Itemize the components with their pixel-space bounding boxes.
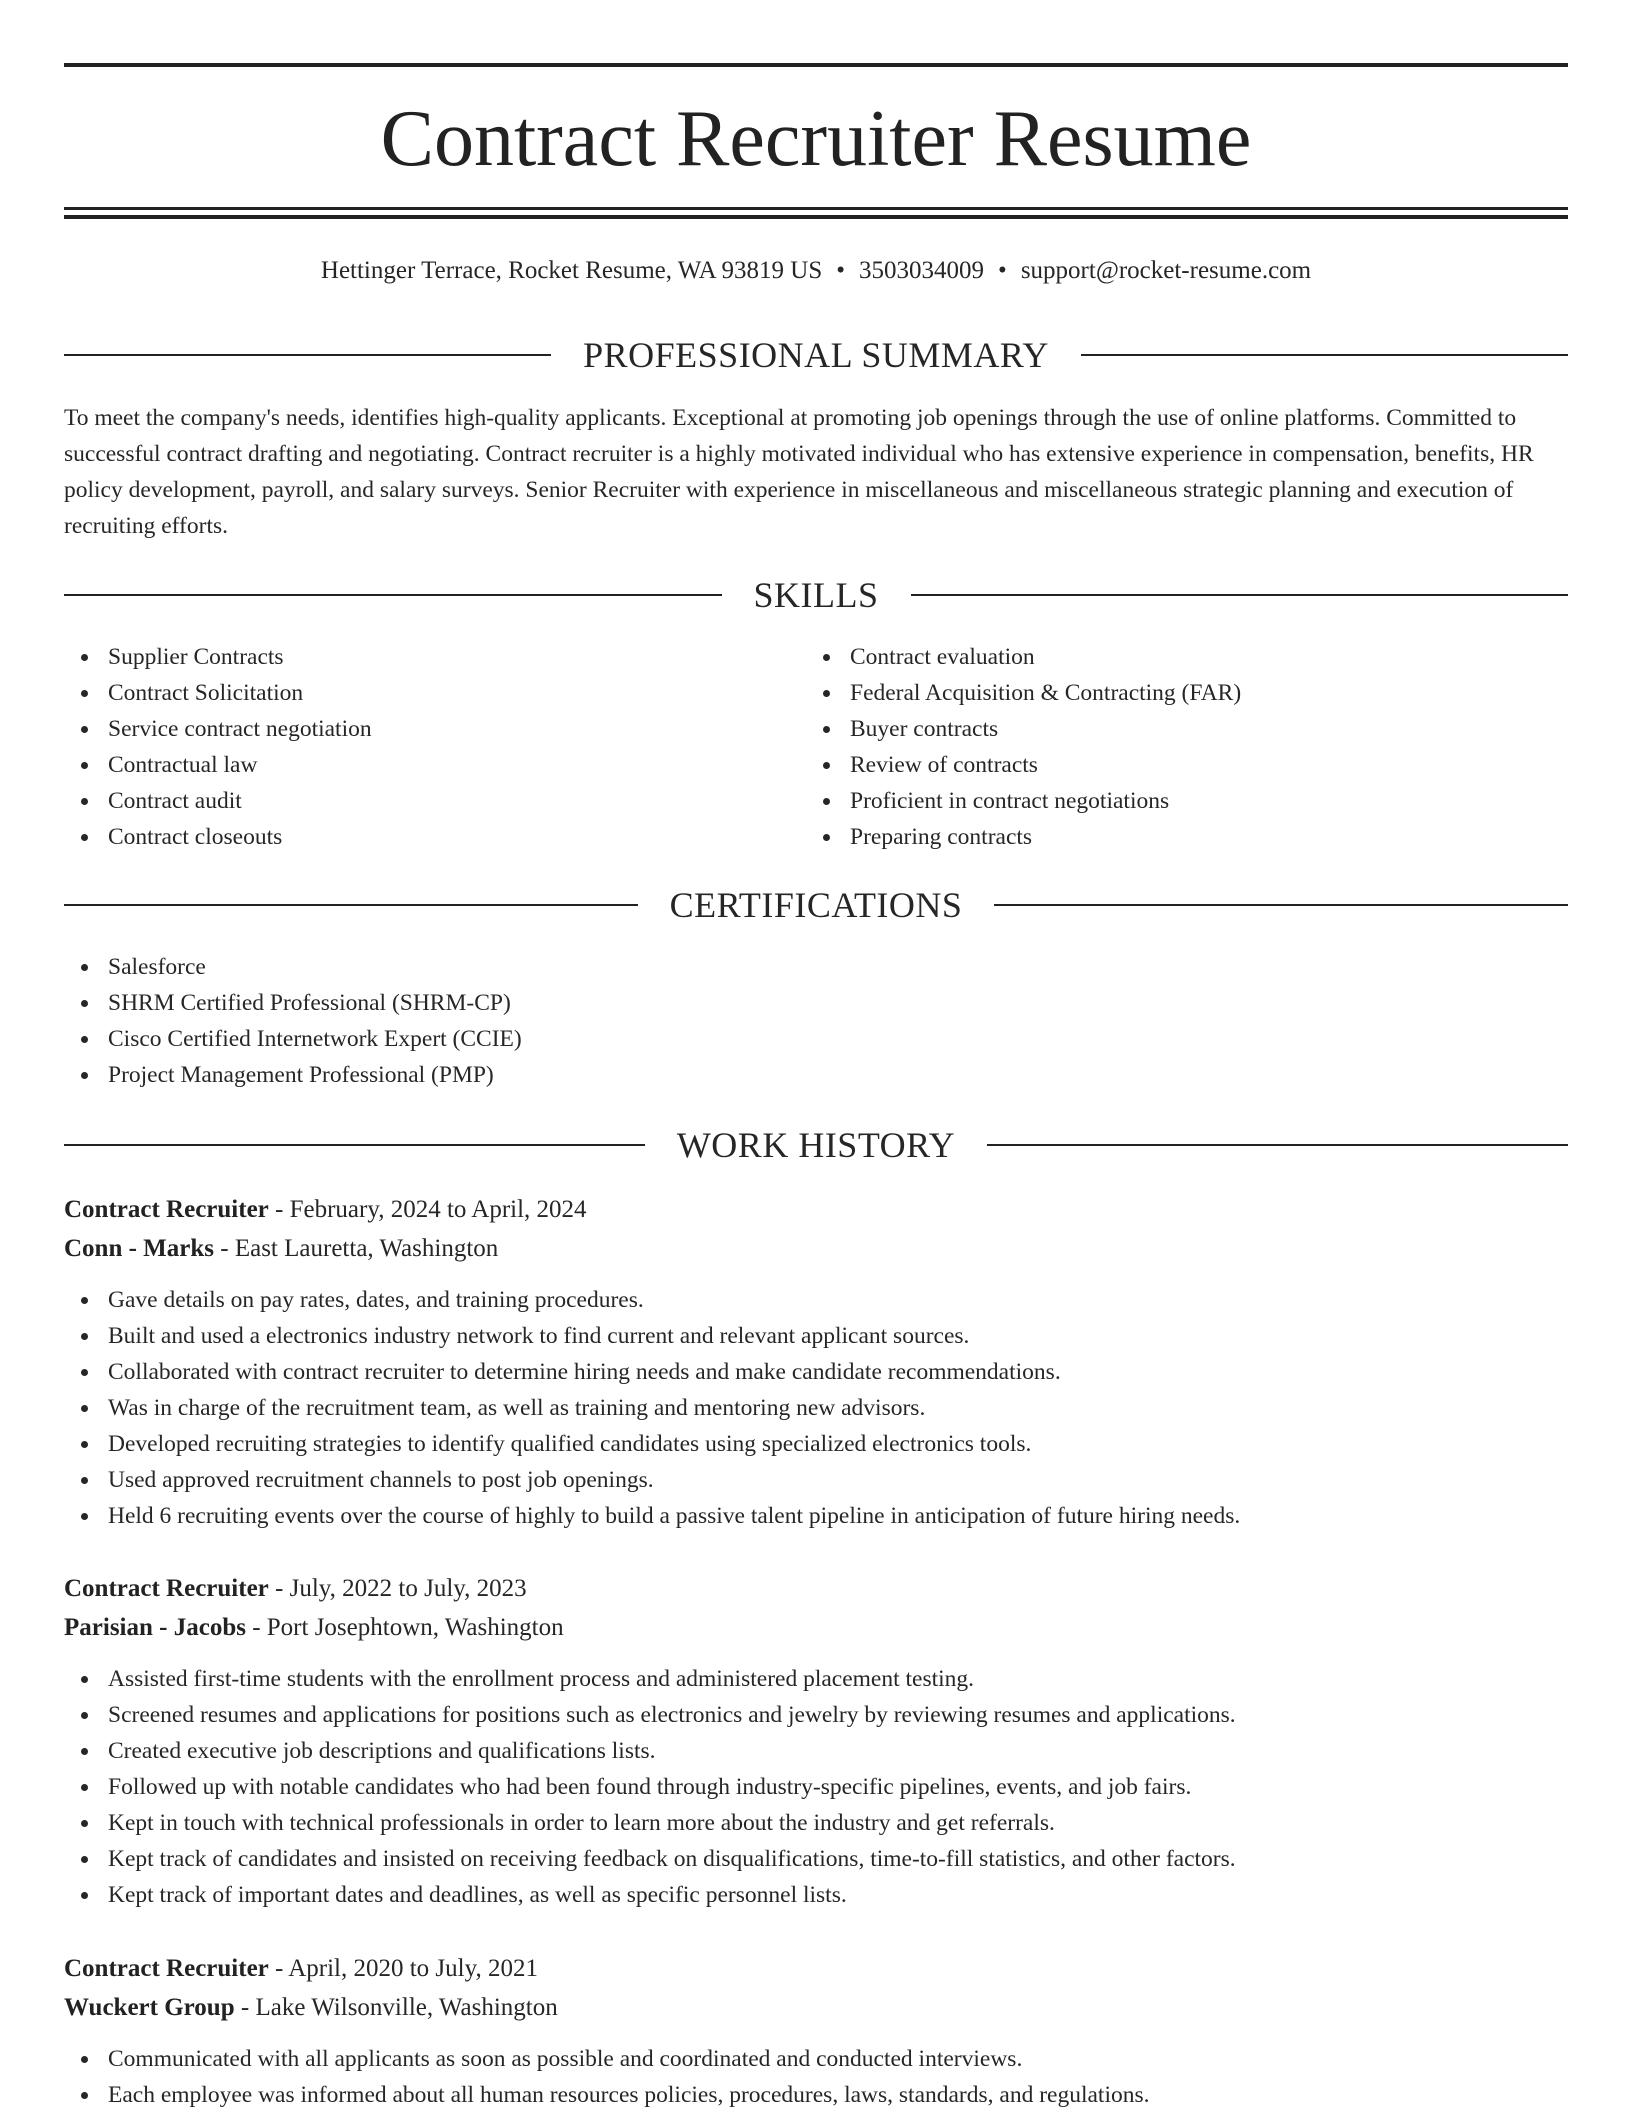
skill-item: Contract closeouts [64,819,804,855]
job-duty: Was in charge of the recruitment team, as well as training and mentoring new advisors. [64,1390,1568,1426]
contact-phone: 3503034009 [859,257,985,284]
skill-item: Proficient in contract negotiations [806,783,1566,819]
certification-item: Cisco Certified Internetwork Expert (CCIE) [64,1021,1568,1057]
header-double-rule-lower [64,215,1568,219]
job-duty: Kept track of important dates and deadlines, as well as specific personnel lists. [64,1877,1568,1913]
job-entry [64,1949,1568,2113]
contact-separator: • [836,257,846,284]
job-duty: Created executive job descriptions and qualifications lists. [64,1733,1568,1769]
job-company: Conn - Marks [64,1235,215,1262]
job-company-line [64,1608,1568,1647]
section-title: WORK HISTORY [676,1125,956,1165]
job-title: Contract Recruiter [64,1575,269,1602]
job-duty: Communicated with all applicants as soon as possible and coordinated and conducted interviews. [64,2041,1568,2077]
heading-rule [987,1144,1568,1146]
skill-item: Buyer contracts [806,711,1566,747]
skill-item: Supplier Contracts [64,639,804,675]
certification-item: Salesforce [64,949,1568,985]
certifications-list [64,949,1568,1093]
job-dates: - April, 2020 to July, 2021 [268,1955,538,1982]
job-company: Wuckert Group [64,1994,235,2021]
job-company-line [64,1229,1568,1268]
job-duties-list [64,2041,1568,2113]
job-entry [64,1190,1568,1534]
section-heading-work-history [64,1122,1568,1168]
job-duty: Built and used a electronics industry network to find current and relevant applicant sources. [64,1318,1568,1354]
resume-title: Contract Recruiter Resume [380,95,1252,183]
job-location: - Port Josephtown, Washington [245,1614,564,1641]
section-title: SKILLS [753,575,879,615]
job-title-line [64,1949,1568,1988]
certification-item: Project Management Professional (PMP) [64,1057,1568,1093]
heading-rule [64,354,551,356]
header-top-rule [64,63,1568,67]
heading-rule [64,904,638,906]
job-duty: Gave details on pay rates, dates, and training procedures. [64,1282,1568,1318]
job-company: Parisian - Jacobs [64,1614,246,1641]
heading-rule [994,904,1568,906]
contact-separator: • [998,257,1007,284]
skills-list-right [806,639,1566,855]
heading-rule [64,1144,645,1146]
job-company-line [64,1988,1568,2027]
job-duty: Screened resumes and applications for positions such as electronics and jewelry by reviewing resumes and applications. [64,1697,1568,1733]
job-duty: Each employee was informed about all human resources policies, procedures, laws, standards, and regulations. [64,2077,1568,2113]
job-duty: Assisted first-time students with the enrollment process and administered placement testing. [64,1661,1568,1697]
section-heading-certifications [64,882,1568,928]
job-title-line [64,1190,1568,1229]
job-location: - East Lauretta, Washington [214,1235,499,1262]
job-duty: Developed recruiting strategies to identify qualified candidates using specialized electronics tools. [64,1426,1568,1462]
job-title-line [64,1569,1568,1608]
skill-item: Federal Acquisition & Contracting (FAR) [806,675,1566,711]
heading-rule [911,594,1569,596]
heading-rule [64,594,722,596]
heading-rule [1081,354,1568,356]
job-location: - Lake Wilsonville, Washington [234,1994,558,2021]
job-duty: Followed up with notable candidates who had been found through industry-specific pipelines, events, and job fairs. [64,1769,1568,1805]
skill-item: Contract Solicitation [64,675,804,711]
skill-item: Service contract negotiation [64,711,804,747]
skills-list-left [64,639,804,855]
contact-email: support@rocket-resume.com [1020,257,1312,284]
section-heading-skills [64,572,1568,618]
job-duty: Kept track of candidates and insisted on receiving feedback on disqualifications, time-to-fill statistics, and other factors. [64,1841,1568,1877]
job-title: Contract Recruiter [64,1196,269,1223]
job-duty: Used approved recruitment channels to post job openings. [64,1462,1568,1498]
section-heading-summary [64,332,1568,378]
job-duty: Kept in touch with technical professionals in order to learn more about the industry and get referrals. [64,1805,1568,1841]
skill-item: Review of contracts [806,747,1566,783]
job-duties-list [64,1661,1568,1913]
skill-item: Preparing contracts [806,819,1566,855]
summary-text: To meet the company's needs, identifies high-quality applicants. Exceptional at promoting job openings through the use of online platforms. Committed to successful contract drafting and negotiating. Contract recruiter is a highly motivated individual who has extensive experience in compensation, benefits, HR policy development, payroll, and salary surveys. Senior Recruiter with experience in miscellaneous and miscellaneous strategic planning and execution of recruiting efforts. [64,405,1534,539]
job-dates: - July, 2022 to July, 2023 [268,1575,527,1602]
certification-item: SHRM Certified Professional (SHRM-CP) [64,985,1568,1021]
section-title: PROFESSIONAL SUMMARY [583,335,1049,375]
contact-address: Hettinger Terrace, Rocket Resume, WA 93819 US [320,257,823,284]
job-duty: Held 6 recruiting events over the course of highly to build a passive talent pipeline in anticipation of future hiring needs. [64,1498,1568,1534]
header-double-rule-upper [64,207,1568,210]
job-duties-list [64,1282,1568,1534]
skill-item: Contract evaluation [806,639,1566,675]
job-entry [64,1569,1568,1913]
skill-item: Contractual law [64,747,804,783]
section-title: CERTIFICATIONS [669,885,963,925]
job-duty: Collaborated with contract recruiter to determine hiring needs and make candidate recommendations. [64,1354,1568,1390]
skill-item: Contract audit [64,783,804,819]
contact-line [64,253,1568,289]
job-title: Contract Recruiter [64,1955,269,1982]
job-dates: - February, 2024 to April, 2024 [268,1196,587,1223]
